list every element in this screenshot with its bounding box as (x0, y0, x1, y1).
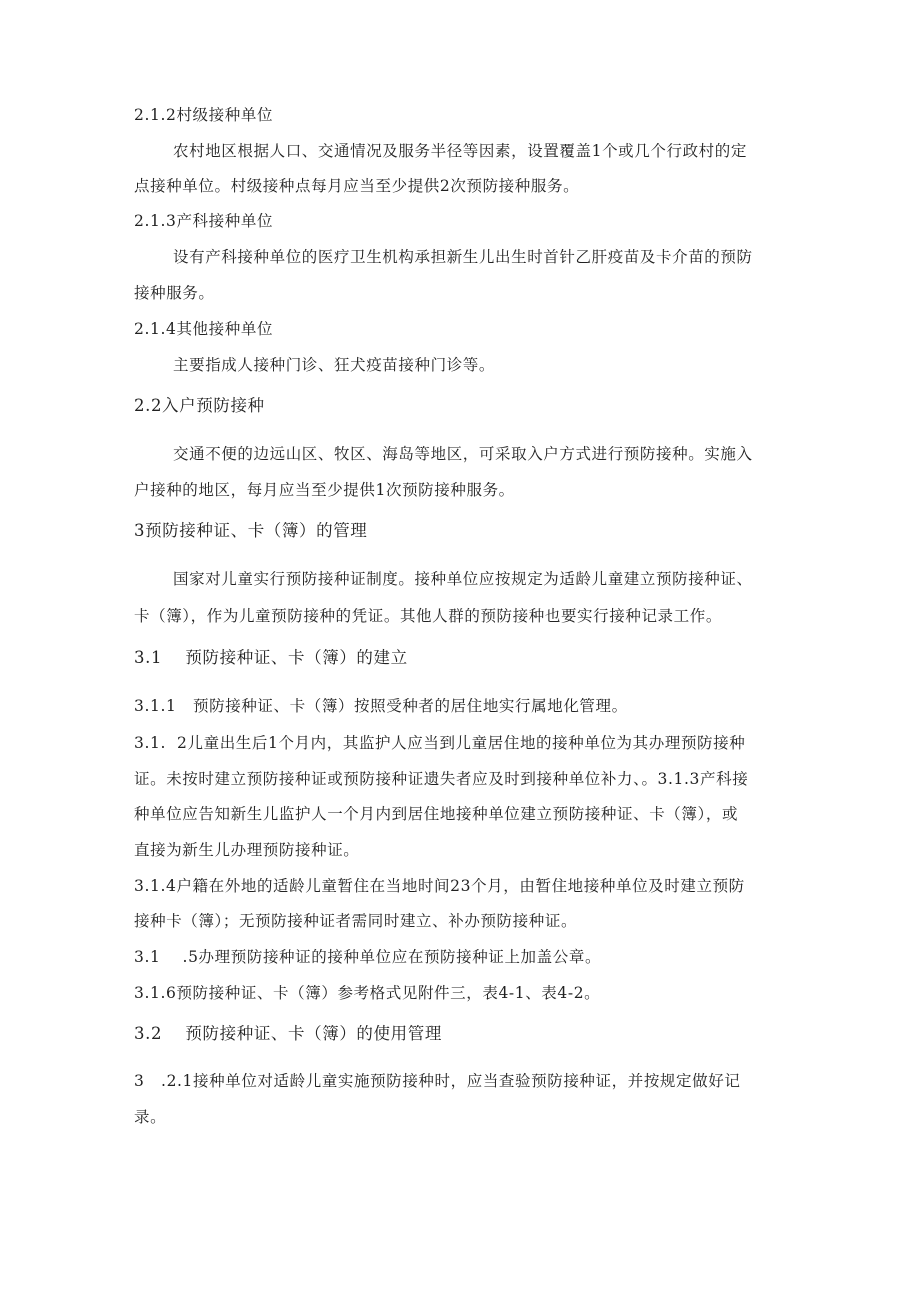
paragraph-line: 主要指成人接种门诊、狂犬疫苗接种门诊等。 (173, 356, 496, 374)
heading-2-1-4: 2.1.4其他接种单位 (134, 320, 274, 338)
heading-2-2: 2.2入户预防接种 (134, 396, 265, 415)
paragraph-line: 直接为新生儿办理预防接种证。 (134, 841, 360, 859)
paragraph-line: 点接种单位。村级接种点每月应当至少提供2次预防接种服务。 (134, 177, 580, 195)
paragraph-line: 3.1.4户籍在外地的适龄儿童暂住在当地时间23个月，由暂住地接种单位及时建立预防 (134, 877, 745, 895)
paragraph-line: 卡（簿），作为儿童预防接种的凭证。其他人群的预防接种也要实行接种记录工作。 (134, 607, 722, 625)
paragraph-line: 3.1.6预防接种证、卡（簿）参考格式见附件三，表4-1、表4-2。 (134, 984, 601, 1002)
paragraph-line: 种单位应告知新生儿监护人一个月内到居住地接种单位建立预防接种证、卡（簿），或 (134, 805, 739, 823)
heading-3-2: 3.2 预防接种证、卡（簿）的使用管理 (134, 1024, 442, 1043)
paragraph-line: 交通不便的边远山区、牧区、海岛等地区，可采取入户方式进行预防接种。实施入 (173, 445, 753, 463)
paragraph-line: 农村地区根据人口、交通情况及服务半径等因素，设置覆盖1个或几个行政村的定 (173, 142, 747, 160)
paragraph-line: 3 .2.1接种单位对适龄儿童实施预防接种时，应当查验预防接种证，并按规定做好记 (134, 1072, 741, 1090)
paragraph-line: 证。未按时建立预防接种证或预防接种证遗失者应及时到接种单位补力、。3.1.3产科接 (134, 770, 749, 788)
heading-2-1-2: 2.1.2村级接种单位 (134, 106, 274, 124)
heading-3: 3预防接种证、卡（簿）的管理 (134, 521, 368, 540)
paragraph-line: 接种卡（簿）；无预防接种证者需同时建立、补办预防接种证。 (134, 912, 578, 930)
paragraph-line: 3.1.1 预防接种证、卡（簿）按照受种者的居住地实行属地化管理。 (134, 697, 628, 715)
paragraph-line: 接种服务。 (134, 284, 215, 302)
paragraph-line: 录。 (134, 1108, 167, 1126)
paragraph-line: 国家对儿童实行预防接种证制度。接种单位应按规定为适龄儿童建立预防接种证、 (173, 570, 753, 588)
heading-3-1: 3.1 预防接种证、卡（簿）的建立 (134, 648, 408, 667)
paragraph-line: 3.1. 2儿童出生后1个月内，其监护人应当到儿童居住地的接种单位为其办理预防接种 (134, 734, 746, 752)
paragraph-line: 设有产科接种单位的医疗卫生机构承担新生儿出生时首针乙肝疫苗及卡介苗的预防 (173, 248, 753, 266)
paragraph-line: 3.1 .5办理预防接种证的接种单位应在预防接种证上加盖公章。 (134, 948, 602, 966)
heading-2-1-3: 2.1.3产科接种单位 (134, 212, 274, 230)
paragraph-line: 户接种的地区，每月应当至少提供1次预防接种服务。 (134, 481, 515, 499)
